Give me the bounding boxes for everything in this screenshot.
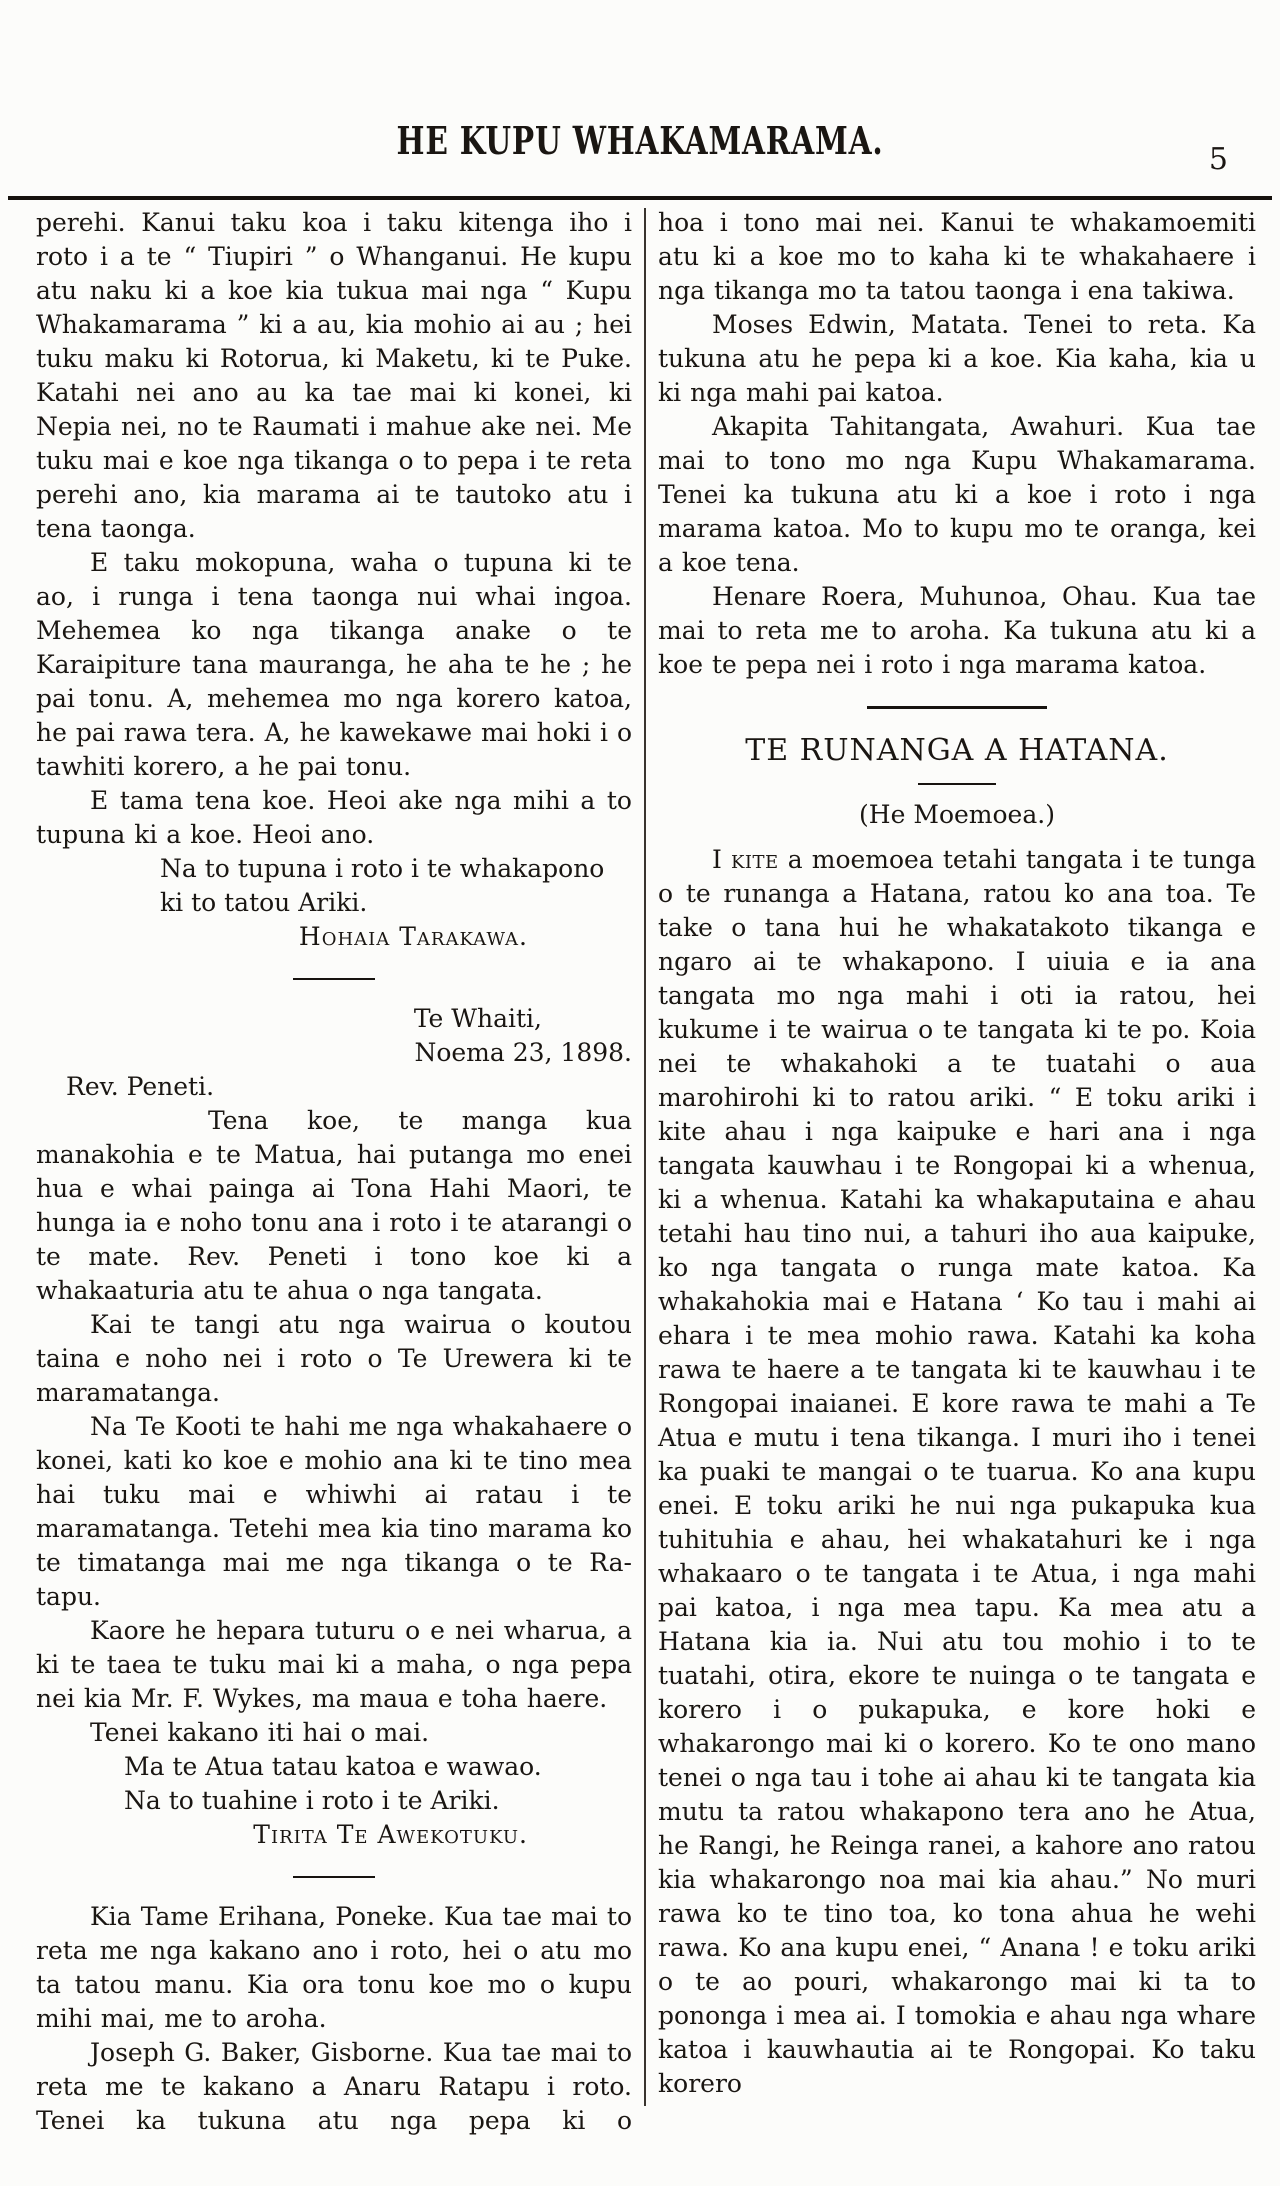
dateline <box>36 1002 632 1070</box>
article-lead-paragraph: I kite a moemoea tetahi tangata i te tunga o te runanga a Hatana, ratou ko ana toa. Te take o tana hui he whakatakoto tikanga e ngaro ai te whakapono. I uiuia e ia ana tangata mo nga mahi i oti ia ratou, hei kukume i te wairua o te tangata ki te po. Koia nei te whakahoki a te tuatahi o aua marohirohi ki to ratou ariki. “ E toku ariki i kite ahau i nga kaipuke e hari ana i nga tangata kauwhau i te Rongopai ki a whenua, ki a whenua. Katahi ka whakaputaina e ahau tetahi hau tino nui, a tahuri iho aua kaipuke, ko nga tangata o runga mate katoa. Ka whakahokia mai e Hatana ‘ Ko tau i mahi ai ehara i te mea mohio rawa. Katahi ka koha rawa te haere a te tangata ki te kauwhau i te Rongopai inaianei. E kore rawa te mahi a Te Atua e mutu i tena tikanga. I muri iho i tenei ka puaki te mangai o te tuarua. Ko ana kupu enei. E toku ariki he nui nga pukapuka kua tuhituhia e ahau, hei whakatahuri ke i nga whakaaro o te tangata i te Atua, i nga mahi pai katoa, i nga mea tapu. Ka mea atu a Hatana kia ia. Nui atu tou mohio i to te tuatahi, otira, ekore te nuinga o te tangata e korero i o pukapuka, e kore hoki e whakarongo mai ki o korero. Ko te ono mano tenei o nga tau i tohe ai ahau ki te tangata kia mutu ta ratou whakapono tera ano he Atua, he Rangi, he Reinga ranei, a kahore ano ratou kia whakarongo noa mai kia ahau.” No muri rawa ko te tino toa, ko tona ahua he wehi rawa. Ko ana kupu enei, “ Anana ! e toku ariki o te ao pouri, whakarongo mai ki ta to pononga i mea ai. I tomokia e ahau nga whare katoa i kauwhautia ai te Rongopai. Ko taku korero <box>658 845 1256 2098</box>
paragraph: Henare Roera, Muhunoa, Ohau. Kua tae mai to reta me to aroha. Ka tukuna atu ki a koe te pepa nei i roto i nga marama katoa. <box>658 582 1256 679</box>
letter-opening-paragraph: Tena koe, te manga kua manakohia e te Matua, hai putanga mo enei hua e whai painga ai Tona Hahi Maori, te hunga ia e noho tonu ana i roto i te atarangi o te mate. Rev. Peneti i tono koe ki a whakaaturia atu te ahua o nga tangata. <box>36 1106 632 1305</box>
right-column <box>658 206 1256 2101</box>
page-number: 5 <box>1208 142 1228 177</box>
left-column <box>36 206 632 2138</box>
closing-line: Na to tuahine i roto i te Ariki. <box>124 1786 500 1815</box>
paragraph: Moses Edwin, Matata. Tenei to reta. Ka tukuna atu he pepa ki a koe. Kia kaha, kia u ki nga mahi pai katoa. <box>658 310 1256 407</box>
paragraph: Kai te tangi atu nga wairua o koutou taina e noho nei i roto o Te Urewera ki te maramatanga. <box>36 1310 632 1407</box>
article-subheading: (He Moemoea.) <box>859 800 1055 829</box>
paragraph: Kia Tame Erihana, Poneke. Kua tae mai to reta me nga kakano ano i roto, hei o atu mo ta tatou manu. Kia ora tonu koe mo o kupu mihi mai, me to aroha. <box>36 1902 632 2033</box>
continuation-paragraph: hoa i tono mai nei. Kanui te whakamoemiti atu ki a koe mo to kaha ki te whakahaere i nga tikanga mo ta tatou taonga i ena takiwa. <box>658 208 1256 305</box>
closing-line: Na to tupuna i roto i te whakapono <box>160 854 605 883</box>
article-heading: TE RUNANGA A HATANA. <box>745 733 1169 768</box>
smallcaps-word: kite <box>730 845 779 874</box>
masthead-rule <box>8 196 1272 200</box>
paragraph: Na Te Kooti te hahi me nga whakahaere o konei, kati ko koe e mohio ana ki te tino mea hai tuku mai e whiwhi ai ratau i te maramatanga. Tetehi mea kia tino marama ko te timatanga mai me nga tikanga o te Ra-tapu. <box>36 1412 632 1611</box>
paragraph: E taku mokopuna, waha o tupuna ki te ao, i runga i tena taonga nui whai ingoa. Mehemea ko nga tikanga anake o te Karaipiture tana mauranga, he aha te he ; he pai tonu. A, mehemea mo nga korero katoa, he pai rawa tera. A, he kawekawe mai hoki i o tawhiti korero, a he pai tonu. <box>36 548 632 781</box>
dateline-line: Te Whaiti, <box>413 1004 542 1033</box>
closing-line: ki to tatou Ariki. <box>160 888 368 917</box>
heading-rule <box>918 783 996 785</box>
section-separator-rule <box>867 706 1047 709</box>
continuation-paragraph: perehi. Kanui taku koa i taku kitenga iho i roto i a te “ Tiupiri ” o Whanganui. He kupu atu naku ki a koe kia tukua mai nga “ Kupu Whakamarama ” ki a au, kia mohio ai au ; hei tuku maku ki Rotorua, ki Maketu, ki te Puke. Katahi nei ano au ka tae mai ki konei, ki Nepia nei, no te Raumati i mahue ake nei. Me tuku mai e koe nga tikanga o to pepa i te reta perehi ano, kia marama ai te tautoko atu i tena taonga. <box>36 208 632 543</box>
paragraph: Kaore he hepara tuturu o e nei wharua, a ki te taea te tuku mai ki a maha, o nga pepa nei kia Mr. F. Wykes, ma maua e toha haere. <box>36 1616 632 1713</box>
paragraph: E tama tena koe. Heoi ake nga mihi a to tupuna ki a koe. Heoi ano. <box>36 786 632 849</box>
closing-line: Ma te Atua tatau katoa e wawao. <box>124 1752 542 1781</box>
salutation: Rev. Peneti. <box>66 1072 215 1101</box>
text-columns <box>36 206 1256 2138</box>
page-title: HE KUPU WHAKAMARAMA. <box>396 118 884 163</box>
paragraph: Joseph G. Baker, Gisborne. Kua tae mai to reta me te kakano a Anaru Ratapu i roto. Tenei ka tukuna atu nga pepa ki o <box>36 2038 632 2135</box>
dateline-line: Noema 23, 1898. <box>414 1038 632 1067</box>
column-divider-rule <box>644 208 646 2106</box>
signature: Hohaia Tarakawa. <box>298 922 528 951</box>
separator-rule <box>293 978 375 980</box>
separator-rule <box>293 1876 375 1878</box>
closing-lines <box>36 1750 632 1818</box>
paragraph: Tenei kakano iti hai o mai. <box>90 1718 430 1747</box>
signature: Tirita Te Awekotuku. <box>253 1820 528 1849</box>
lead-capital: I <box>712 845 731 874</box>
paragraph: Akapita Tahitangata, Awahuri. Kua tae mai to tono mo nga Kupu Whakamarama. Tenei ka tukuna atu ki a koe i roto i nga marama katoa. Mo to kupu mo te oranga, kei a koe tena. <box>658 412 1256 577</box>
closing-lines <box>36 852 632 920</box>
